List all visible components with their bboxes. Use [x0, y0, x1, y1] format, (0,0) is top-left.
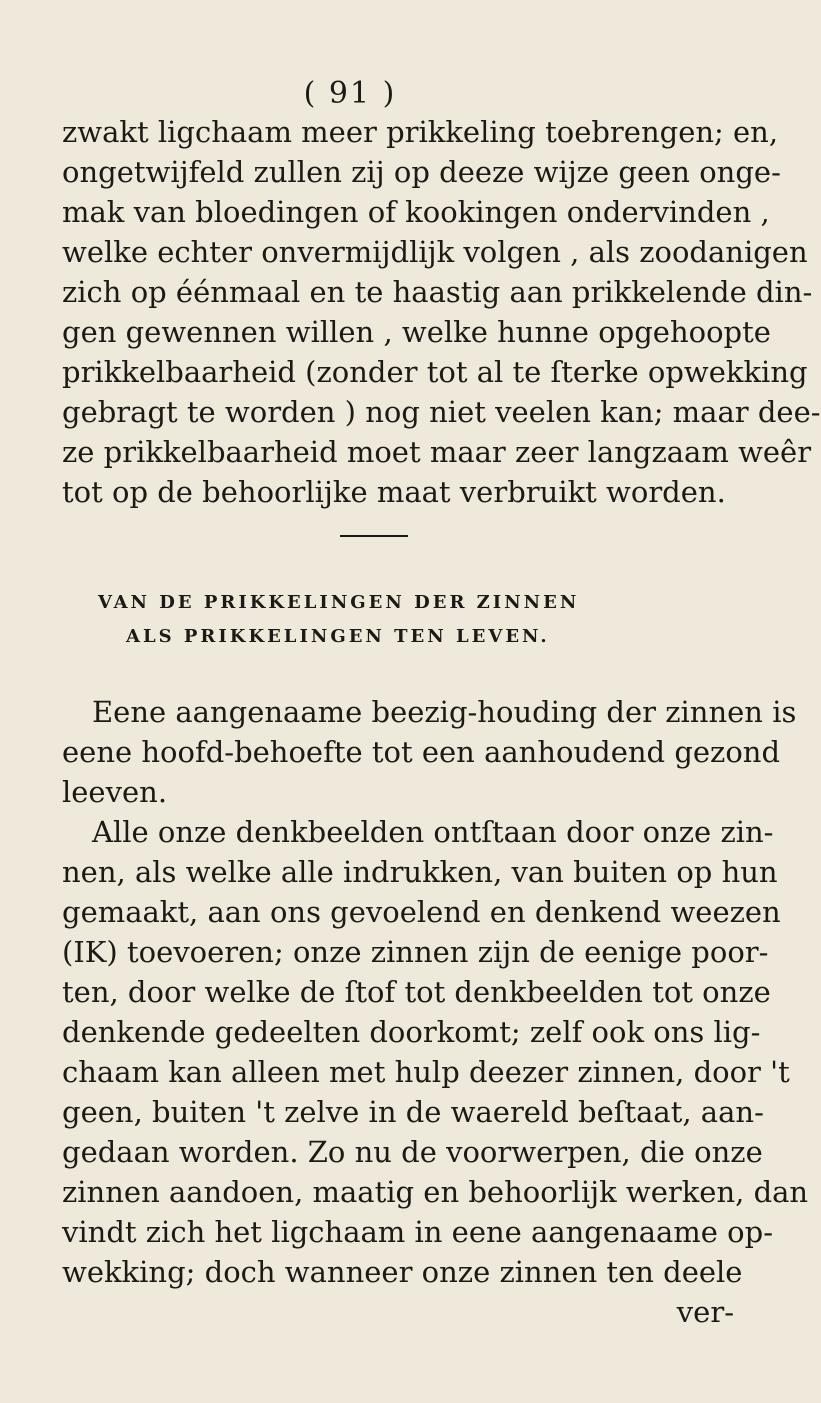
- text-line: vindt zich het ligchaam in eene aangenaame op-: [62, 1215, 773, 1249]
- text-line: eene hoofd-behoefte tot een aanhoudend gezond: [62, 735, 781, 769]
- text-line: chaam kan alleen met hulp deezer zinnen, door 't: [62, 1055, 790, 1089]
- section-heading: [62, 586, 734, 654]
- page-number: ( 91 ): [303, 76, 397, 111]
- section-divider: [340, 535, 408, 537]
- text-line: geen, buiten 't zelve in de waereld beſtaat, aan-: [62, 1095, 764, 1129]
- paragraph-2: [62, 692, 797, 812]
- paragraph-1: [62, 112, 821, 512]
- text-line: mak van bloedingen of kookingen ondervinden ,: [62, 195, 770, 229]
- text-line: leeven.: [62, 775, 168, 809]
- text-line: gedaan worden. Zo nu de voorwerpen, die onze: [62, 1135, 763, 1169]
- text-line: ongetwijfeld zullen zij op deeze wijze geen onge-: [62, 155, 781, 189]
- text-line: zich op éénmaal en te haastig aan prikkelende din-: [62, 275, 813, 309]
- text-line: denkende gedeelten doorkomt; zelf ook ons lig-: [62, 1015, 761, 1049]
- text-line: gemaakt, aan ons gevoelend en denkend weezen: [62, 895, 781, 929]
- text-line: nen, als welke alle indrukken, van buiten op hun: [62, 855, 778, 889]
- paragraph-3: [62, 812, 809, 1332]
- text-line: Alle onze denkbeelden ontſtaan door onze zin-: [92, 815, 774, 849]
- text-line: prikkelbaarheid (zonder tot al te ſterke opwekking: [62, 355, 808, 389]
- section-heading-line-1: VAN DE PRIKKELINGEN DER ZINNEN: [98, 592, 580, 613]
- section-heading-line-2: ALS PRIKKELINGEN TEN LEVEN.: [126, 626, 550, 647]
- text-line: zwakt ligchaam meer prikkeling toebrengen; en,: [62, 115, 779, 149]
- catchword: ver-: [676, 1295, 734, 1329]
- text-line: Eene aangenaame beezig-houding der zinnen is: [92, 695, 797, 729]
- text-line: wekking; doch wanneer onze zinnen ten deele: [62, 1255, 743, 1289]
- text-line: ten, door welke de ſtof tot denkbeelden tot onze: [62, 975, 771, 1009]
- text-line: welke echter onvermijdlijk volgen , als zoodanigen: [62, 235, 808, 269]
- text-line: gebragt te worden ) nog niet veelen kan; maar dee-: [62, 395, 821, 429]
- text-line: ze prikkelbaarheid moet maar zeer langzaam weêr: [62, 435, 812, 469]
- text-line: (IK) toevoeren; onze zinnen zijn de eenige poor-: [62, 935, 769, 969]
- text-line: tot op de behoorlijke maat verbruikt worden.: [62, 475, 726, 509]
- text-line: gen gewennen willen , welke hunne opgehoopte: [62, 315, 771, 349]
- text-line: zinnen aandoen, maatig en behoorlijk werken, dan: [62, 1175, 809, 1209]
